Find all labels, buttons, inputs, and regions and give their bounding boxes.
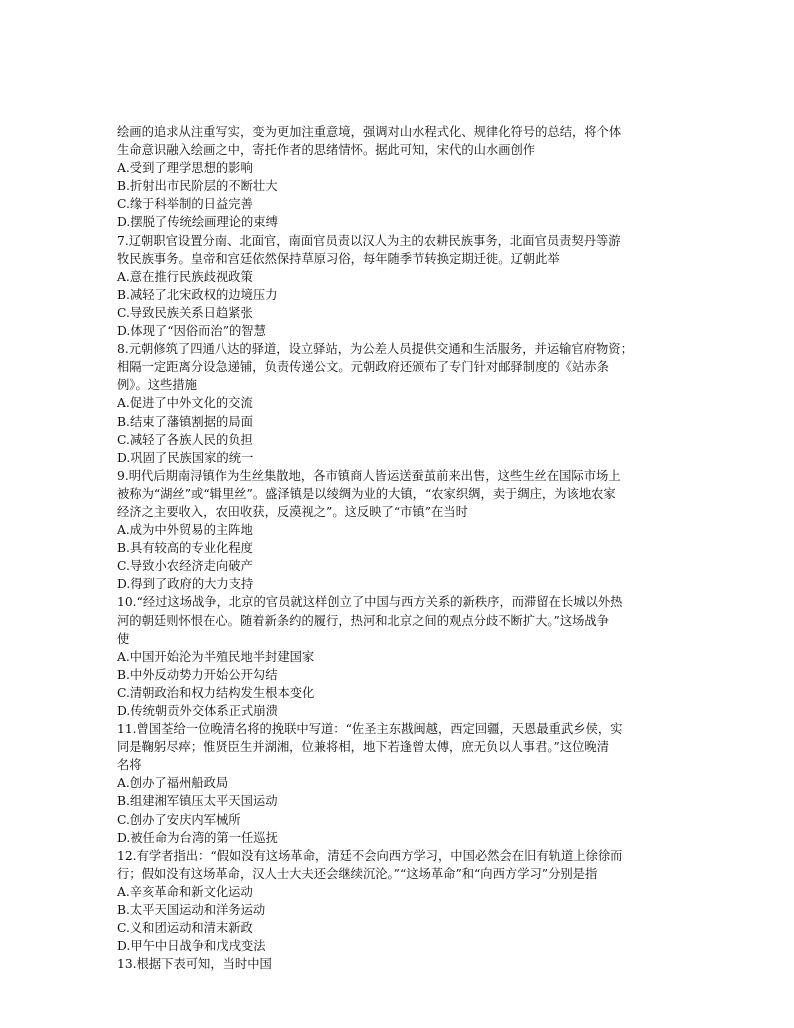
text-line: 8.元朝修筑了四通八达的驿道，设立驿站，为公差人员提供交通和生活服务，并运输官府物资；	[117, 342, 633, 357]
text-line: 例》。这些措施	[117, 378, 197, 393]
text-line: 被称为“湖丝”或“辑里丝”。盛泽镇是以绫绸为业的大镇，“农家织绸，卖于绸庄，为该地农家	[117, 486, 616, 501]
text-line: 13.根据下表可知，当时中国	[117, 957, 272, 972]
text-line: 同是鞠躬尽瘁；惟贤臣生并湖湘，位兼将相，地下若逢曾太傅，庶无负以人事君。”这位晚清	[117, 740, 610, 755]
text-line: A.辛亥革命和新文化运动	[117, 884, 253, 899]
text-line: D.传统朝贡外交体系正式崩溃	[117, 704, 278, 718]
text-line: B.结束了藩镇割据的局面	[117, 414, 253, 429]
text-line: A.意在推行民族歧视政策	[117, 269, 253, 284]
text-line: 7.辽朝职官设置分南、北面官，南面官员责以汉人为主的农耕民族事务，北面官员责契丹等游	[117, 233, 621, 248]
text-line: D.摆脱了传统绘画理论的束缚	[117, 215, 278, 230]
text-line: C.导致小农经济走向破产	[117, 559, 253, 574]
text-line: B.中外反动势力开始公开勾结	[117, 667, 278, 682]
text-line: 使	[117, 631, 130, 646]
text-line: D.巩固了民族国家的统一	[117, 450, 254, 465]
text-line: B.折射出市民阶层的不断壮大	[117, 179, 278, 194]
text-line: B.太平天国运动和洋务运动	[117, 903, 266, 918]
text-line: C.导致民族关系日趋紧张	[117, 305, 253, 320]
text-line: A.创办了福州船政局	[117, 776, 229, 791]
text-line: B.组建湘军镇压太平天国运动	[117, 794, 278, 809]
text-line: C.减轻了各族人民的负担	[117, 432, 253, 447]
text-line: B.减轻了北宋政权的边境压力	[117, 287, 278, 302]
text-line: 名将	[117, 758, 142, 773]
text-line: D.被任命为台湾的第一任巡抚	[117, 830, 278, 845]
text-line: B.具有较高的专业化程度	[117, 541, 253, 556]
text-line: D.体现了“因俗而治”的智慧	[117, 324, 266, 339]
text-line: 行；假如没有这场革命，汉人士大夫还会继续沉沦。”“这场革命”和“向西方学习”分别是指	[117, 866, 598, 881]
text-line: D.甲午中日战争和戊戌变法	[117, 939, 266, 954]
text-line: 9.明代后期南浔镇作为生丝集散地，各市镇商人皆运送蚕茧前来出售，这些生丝在国际市场上	[117, 468, 621, 483]
text-line: 生命意识融入绘画之中，寄托作者的思绪情怀。据此可知，宋代的山水画创作	[117, 143, 536, 158]
text-line: 相隔一定距离分设急递铺，负责传递公文。元朝政府还颁布了专门针对邮驿制度的《站赤条	[117, 360, 609, 375]
document-page	[117, 123, 677, 973]
text-line: A.中国开始沦为半殖民地半封建国家	[117, 649, 315, 664]
text-line: 河的朝廷则怀恨在心。随着新条约的履行，热河和北京之间的观点分歧不断扩大。”这场战争	[117, 613, 610, 628]
text-line: C.义和团运动和清末新政	[117, 921, 253, 936]
text-line: D.得到了政府的大力支持	[117, 577, 254, 592]
text-line: C.创办了安庆内军械所	[117, 812, 241, 827]
text-line: 11.曾国荃给一位晚清名将的挽联中写道：“佐圣主东戡闽越，西定回疆，天恩最重武乡侯，实	[117, 722, 623, 737]
text-line: C.缘于科举制的日益完善	[117, 197, 253, 212]
text-line: C.清朝政治和权力结构发生根本变化	[117, 685, 315, 700]
text-line: 经济之主要收入，农田收获，反漠视之”。这反映了“市镇”在当时	[117, 504, 468, 519]
text-line: 绘画的追求从注重写实，变为更加注重意境，强调对山水程式化、规律化符号的总结，将个体	[117, 125, 622, 139]
text-line: 12.有学者指出：“假如没有这场革命，清廷不会向西方学习，中国必然会在旧有轨道上徐徐而	[117, 848, 623, 863]
text-line: 10.“经过这场战争，北京的官员就这样创立了中国与西方关系的新秩序，而滞留在长城以外热	[117, 595, 623, 610]
text-line: A.促进了中外文化的交流	[117, 396, 253, 411]
text-line: A.受到了理学思想的影响	[117, 161, 253, 176]
text-line: A.成为中外贸易的主阵地	[117, 523, 253, 538]
text-line: 牧民族事务。皇帝和宫廷依然保持草原习俗，每年随季节转换定期迁徙。辽朝此举	[117, 251, 560, 266]
